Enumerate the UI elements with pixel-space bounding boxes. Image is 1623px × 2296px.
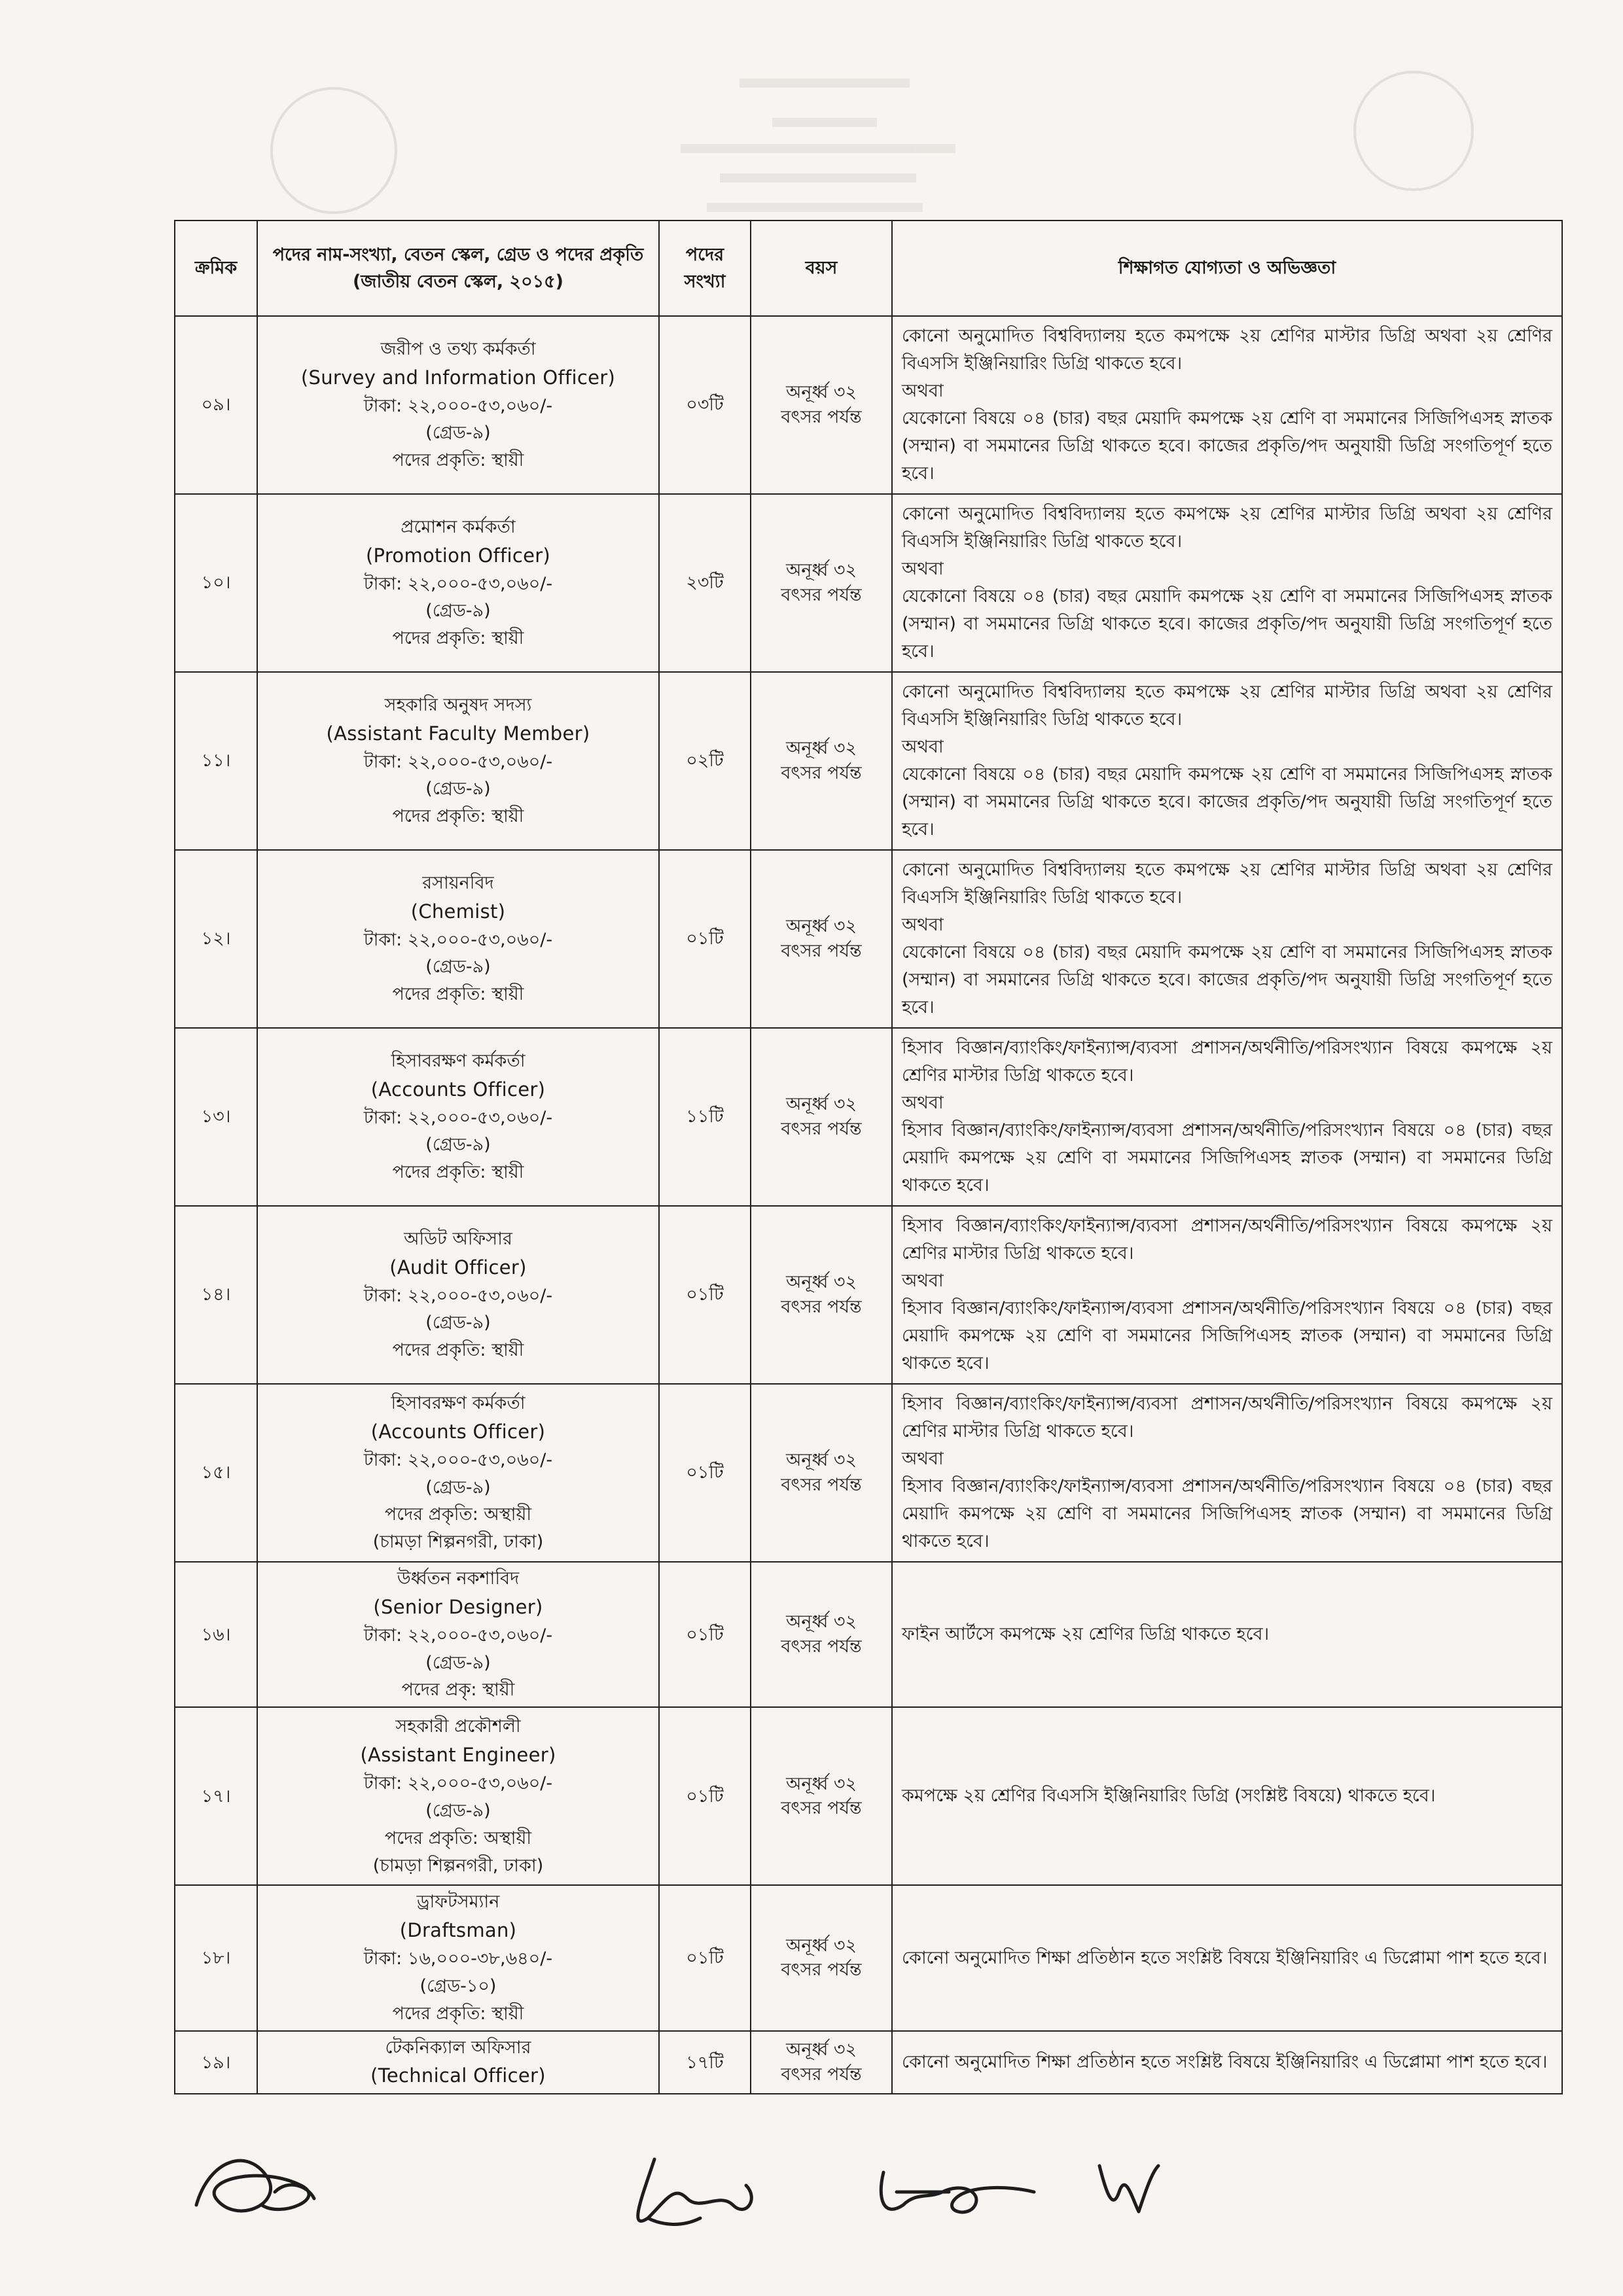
post-name-english: (Assistant Faculty Member): [326, 722, 590, 745]
age-line: বৎসর পর্যন্ত: [781, 1636, 862, 1657]
post-detail-line: অডিট অফিসার: [404, 1228, 512, 1249]
post-detail-line: (চামড়া শিল্পনগরী, ঢাকা): [372, 1532, 544, 1553]
post-detail-line: রসায়নবিদ: [422, 872, 494, 893]
signature-2: [638, 2159, 752, 2224]
age-line: বৎসর পর্যন্ত: [781, 941, 862, 961]
post-detail-line: ড্রাফটসম্যান: [416, 1892, 500, 1913]
post-detail-line: (গ্রেড-৯): [425, 423, 491, 444]
row-post: [257, 1028, 659, 1206]
post-detail-line: টাকা: ২২,০০০-৫৩,০৬০/-: [363, 1285, 553, 1306]
age-line: বৎসর পর্যন্ত: [781, 1297, 862, 1317]
qualification-line: অথবা: [902, 737, 944, 758]
post-detail-line: সহকারী প্রকৌশলী: [395, 1716, 521, 1737]
age-line: অনূর্ধ্ব ৩২: [785, 738, 857, 759]
row-serial: ১৫।: [175, 1384, 257, 1562]
age-line: অনূর্ধ্ব ৩২: [785, 1612, 857, 1633]
header-count: পদের সংখ্যা: [659, 221, 751, 316]
post-name-english: (Audit Officer): [389, 1256, 527, 1279]
row-age: [751, 850, 892, 1028]
age-line: অনূর্ধ্ব ৩২: [785, 1450, 857, 1471]
row-serial: ১৪।: [175, 1206, 257, 1384]
age-line: অনূর্ধ্ব ৩২: [785, 1773, 857, 1794]
age-line: অনূর্ধ্ব ৩২: [785, 382, 857, 403]
post-name-english: (Chemist): [410, 900, 506, 923]
header-age: বয়স: [751, 221, 892, 316]
qualification-line: কোনো অনুমোদিত বিশ্ববিদ্যালয় হতে কমপক্ষে ২য় শ্রেণির মাস্টার ডিগ্রি অথবা ২য় শ্রেণির বিএসসি ইঞ্জিনিয়ারিং ডিগ্রি থাকতে হবে।: [902, 326, 1552, 374]
row-qualification: [892, 1562, 1562, 1707]
row-post-count: ০২টি: [659, 672, 751, 850]
row-age: [751, 316, 892, 494]
row-age: [751, 1384, 892, 1562]
post-detail-line: পদের প্রকৃতি: স্থায়ী: [392, 628, 524, 649]
row-serial: ১১।: [175, 672, 257, 850]
row-post-count: ০১টি: [659, 1206, 751, 1384]
qualification-line: কোনো অনুমোদিত শিক্ষা প্রতিষ্ঠান হতে সংশ্লিষ্ট বিষয়ে ইঞ্জিনিয়ারিং এ ডিপ্লোমা পাশ হতে হবে।: [902, 1947, 1548, 1968]
post-detail-line: টাকা: ২২,০০০-৫৩,০৬০/-: [363, 573, 553, 594]
signature-3: [881, 2172, 1034, 2212]
table-row: [175, 672, 1562, 850]
table-header-row: [175, 221, 1562, 316]
post-detail-line: টাকা: ২২,০০০-৫৩,০৬০/-: [363, 1773, 553, 1794]
age-line: অনূর্ধ্ব ৩২: [785, 560, 857, 581]
row-serial: ১৬।: [175, 1562, 257, 1707]
qualification-line: অথবা: [902, 1093, 944, 1114]
age-line: বৎসর পর্যন্ত: [781, 1119, 862, 1139]
post-detail-line: পদের প্রকৃতি: স্থায়ী: [392, 984, 524, 1005]
row-qualification: [892, 1707, 1562, 1885]
post-detail-line: (গ্রেড-১০): [419, 1975, 497, 1996]
row-qualification: [892, 850, 1562, 1028]
post-detail-line: টাকা: ২২,০০০-৫৩,০৬০/-: [363, 1107, 553, 1128]
post-detail-line: (গ্রেড-৯): [425, 1313, 491, 1333]
age-line: বৎসর পর্যন্ত: [781, 763, 862, 783]
post-detail-line: (গ্রেড-৯): [425, 1135, 491, 1156]
row-post: [257, 1707, 659, 1885]
post-detail-line: টাকা: ২২,০০০-৫৩,০৬০/-: [363, 929, 553, 950]
row-age: [751, 1707, 892, 1885]
row-post: [257, 850, 659, 1028]
qualification-line: কোনো অনুমোদিত বিশ্ববিদ্যালয় হতে কমপক্ষে ২য় শ্রেণির মাস্টার ডিগ্রি অথবা ২য় শ্রেণির বিএসসি ইঞ্জিনিয়ারিং ডিগ্রি থাকতে হবে।: [902, 860, 1552, 908]
table-row: [175, 494, 1562, 672]
row-post-count: ১১টি: [659, 1028, 751, 1206]
signature-4: [1099, 2166, 1158, 2212]
qualification-line: যেকোনো বিষয়ে ০৪ (চার) বছর মেয়াদি কমপক্ষে ২য় শ্রেণি বা সমমানের সিজিপিএসহ স্নাতক (সম্মান) বা সমমানের ডিগ্রি থাকতে হবে। কাজের প্রকৃতি/পদ অনুযায়ী ডিগ্রি সংগতিপূর্ণ হতে হবে।: [902, 764, 1552, 839]
row-post-count: ০১টি: [659, 1885, 751, 2030]
table-row: [175, 1206, 1562, 1384]
row-age: [751, 2031, 892, 2094]
row-post: [257, 672, 659, 850]
age-line: বৎসর পর্যন্ত: [781, 1475, 862, 1495]
row-serial: ১৭।: [175, 1707, 257, 1885]
age-line: বৎসর পর্যন্ত: [781, 585, 862, 605]
age-line: অনূর্ধ্ব ৩২: [785, 916, 857, 937]
qualification-line: অথবা: [902, 559, 944, 580]
age-line: অনূর্ধ্ব ৩২: [785, 1094, 857, 1115]
post-detail-line: টাকা: ২২,০০০-৫৩,০৬০/-: [363, 395, 553, 416]
post-name-english: (Survey and Information Officer): [300, 366, 616, 389]
post-detail-line: টাকা: ১৬,০০০-৩৮,৬৪০/-: [363, 1949, 553, 1969]
row-post: [257, 1206, 659, 1384]
row-age: [751, 1562, 892, 1707]
qualification-line: কোনো অনুমোদিত বিশ্ববিদ্যালয় হতে কমপক্ষে ২য় শ্রেণির মাস্টার ডিগ্রি অথবা ২য় শ্রেণির বিএসসি ইঞ্জিনিয়ারিং ডিগ্রি থাকতে হবে।: [902, 682, 1552, 730]
signature-1: [196, 2161, 314, 2211]
post-name-english: (Draftsman): [399, 1919, 517, 1942]
qualification-line: কোনো অনুমোদিত শিক্ষা প্রতিষ্ঠান হতে সংশ্লিষ্ট বিষয়ে ইঞ্জিনিয়ারিং এ ডিপ্লোমা পাশ হতে হবে।: [902, 2052, 1548, 2073]
row-serial: ১৩।: [175, 1028, 257, 1206]
qualification-line: যেকোনো বিষয়ে ০৪ (চার) বছর মেয়াদি কমপক্ষে ২য় শ্রেণি বা সমমানের সিজিপিএসহ স্নাতক (সম্মান) বা সমমানের ডিগ্রি থাকতে হবে। কাজের প্রকৃতি/পদ অনুযায়ী ডিগ্রি সংগতিপূর্ণ হতে হবে।: [902, 942, 1552, 1017]
post-detail-line: পদের প্রকৃতি: অস্থায়ী: [384, 1828, 532, 1848]
row-post: [257, 1885, 659, 2030]
post-detail-line: সহকারি অনুষদ সদস্য: [384, 694, 532, 715]
age-line: অনূর্ধ্ব ৩২: [785, 1272, 857, 1293]
row-qualification: [892, 672, 1562, 850]
table-row: [175, 1885, 1562, 2030]
header-qualification: শিক্ষাগত যোগ্যতা ও অভিজ্ঞতা: [892, 221, 1562, 316]
age-line: অনূর্ধ্ব ৩২: [785, 1935, 857, 1956]
table-row: [175, 1384, 1562, 1562]
post-detail-line: (গ্রেড-৯): [425, 1800, 491, 1821]
post-name-english: (Accounts Officer): [370, 1420, 546, 1443]
post-name-english: (Accounts Officer): [370, 1078, 546, 1101]
post-detail-line: উর্ধ্বতন নকশাবিদ: [397, 1568, 520, 1589]
row-qualification: [892, 2031, 1562, 2094]
row-serial: ১৮।: [175, 1885, 257, 2030]
qualification-line: হিসাব বিজ্ঞান/ব্যাংকিং/ফাইন্যান্স/ব্যবসা প্রশাসন/অর্থনীতি/পরিসংখ্যান বিষয়ে ০৪ (চার) বছর মেয়াদি কমপক্ষে ২য় শ্রেণি বা সমমানের সিজিপিএসহ স্নাতক (সম্মান) বা সমমানের ডিগ্রি থাকতে হবে।: [902, 1120, 1552, 1195]
post-detail-line: প্রমোশন কর্মকর্তা: [401, 516, 516, 537]
qualification-line: অথবা: [902, 1271, 944, 1292]
post-detail-line: (গ্রেড-৯): [425, 1652, 491, 1673]
row-post: [257, 494, 659, 672]
row-post-count: ০১টি: [659, 1707, 751, 1885]
post-detail-line: (গ্রেড-৯): [425, 957, 491, 978]
row-post-count: ১৭টি: [659, 2031, 751, 2094]
post-detail-line: পদের প্রকৃতি: অস্থায়ী: [384, 1504, 532, 1525]
post-detail-line: পদের প্রকৃতি: স্থায়ী: [392, 806, 524, 827]
row-qualification: [892, 494, 1562, 672]
post-detail-line: (চামড়া শিল্পনগরী, ঢাকা): [372, 1855, 544, 1876]
job-vacancy-table: [174, 220, 1563, 2094]
row-qualification: [892, 1206, 1562, 1384]
row-age: [751, 1885, 892, 2030]
signatures: [0, 2120, 1623, 2251]
row-serial: ০৯।: [175, 316, 257, 494]
row-post-count: ০৩টি: [659, 316, 751, 494]
header-post-scale: (জাতীয় বেতন স্কেল, ২০১৫): [352, 272, 564, 292]
post-detail-line: (গ্রেড-৯): [425, 779, 491, 800]
table-row: [175, 2031, 1562, 2094]
qualification-line: কমপক্ষে ২য় শ্রেণির বিএসসি ইঞ্জিনিয়ারিং ডিগ্রি (সংশ্লিষ্ট বিষয়ে) থাকতে হবে।: [902, 1786, 1436, 1807]
qualification-line: হিসাব বিজ্ঞান/ব্যাংকিং/ফাইন্যান্স/ব্যবসা প্রশাসন/অর্থনীতি/পরিসংখ্যান বিষয়ে কমপক্ষে ২য় শ্রেণির মাস্টার ডিগ্রি থাকতে হবে।: [902, 1038, 1552, 1086]
age-line: বৎসর পর্যন্ত: [781, 407, 862, 427]
post-detail-line: পদের প্রকৃ: স্থায়ী: [401, 1680, 515, 1701]
row-post-count: ২৩টি: [659, 494, 751, 672]
qualification-line: অথবা: [902, 1449, 944, 1470]
age-line: বৎসর পর্যন্ত: [781, 2064, 862, 2085]
qualification-line: যেকোনো বিষয়ে ০৪ (চার) বছর মেয়াদি কমপক্ষে ২য় শ্রেণি বা সমমানের সিজিপিএসহ স্নাতক (সম্মান) বা সমমানের ডিগ্রি থাকতে হবে। কাজের প্রকৃতি/পদ অনুযায়ী ডিগ্রি সংগতিপূর্ণ হতে হবে।: [902, 408, 1552, 484]
post-detail-line: টাকা: ২২,০০০-৫৩,০৬০/-: [363, 1449, 553, 1470]
qualification-line: কোনো অনুমোদিত বিশ্ববিদ্যালয় হতে কমপক্ষে ২য় শ্রেণির মাস্টার ডিগ্রি অথবা ২য় শ্রেণির বিএসসি ইঞ্জিনিয়ারিং ডিগ্রি থাকতে হবে।: [902, 504, 1552, 552]
row-age: [751, 1206, 892, 1384]
row-qualification: [892, 316, 1562, 494]
qualification-line: অথবা: [902, 915, 944, 936]
row-post: [257, 1562, 659, 1707]
row-qualification: [892, 1028, 1562, 1206]
post-name-english: (Promotion Officer): [365, 544, 551, 567]
row-post-count: ০১টি: [659, 1384, 751, 1562]
qualification-line: হিসাব বিজ্ঞান/ব্যাংকিং/ফাইন্যান্স/ব্যবসা প্রশাসন/অর্থনীতি/পরিসংখ্যান বিষয়ে ০৪ (চার) বছর মেয়াদি কমপক্ষে ২য় শ্রেণি বা সমমানের সিজিপিএসহ স্নাতক (সম্মান) বা সমমানের ডিগ্রি থাকতে হবে।: [902, 1476, 1552, 1551]
table-row: [175, 1707, 1562, 1885]
post-detail-line: পদের প্রকৃতি: স্থায়ী: [392, 1340, 524, 1361]
table-row: [175, 1028, 1562, 1206]
row-serial: ১০।: [175, 494, 257, 672]
post-detail-line: পদের প্রকৃতি: স্থায়ী: [392, 2003, 524, 2024]
qualification-line: ফাইন আর্টসে কমপক্ষে ২য় শ্রেণির ডিগ্রি থাকতে হবে।: [902, 1624, 1270, 1645]
table-row: [175, 850, 1562, 1028]
table-row: [175, 1562, 1562, 1707]
row-post: [257, 316, 659, 494]
post-name-english: (Assistant Engineer): [360, 1744, 556, 1767]
post-detail-line: (গ্রেড-৯): [425, 1477, 491, 1498]
post-detail-line: পদের প্রকৃতি: স্থায়ী: [392, 450, 524, 471]
header-serial: ক্রমিক: [175, 221, 257, 316]
age-line: বৎসর পর্যন্ত: [781, 1798, 862, 1819]
row-serial: ১৯।: [175, 2031, 257, 2094]
row-age: [751, 1028, 892, 1206]
header-post-title: পদের নাম-সংখ্যা, বেতন স্কেল, গ্রেড ও পদের প্রকৃতি: [272, 244, 644, 265]
post-detail-line: হিসাবরক্ষণ কর্মকর্তা: [391, 1392, 526, 1413]
qualification-line: যেকোনো বিষয়ে ০৪ (চার) বছর মেয়াদি কমপক্ষে ২য় শ্রেণি বা সমমানের সিজিপিএসহ স্নাতক (সম্মান) বা সমমানের ডিগ্রি থাকতে হবে। কাজের প্রকৃতি/পদ অনুযায়ী ডিগ্রি সংগতিপূর্ণ হতে হবে।: [902, 586, 1552, 662]
row-qualification: [892, 1885, 1562, 2030]
row-post-count: ০১টি: [659, 850, 751, 1028]
age-line: অনূর্ধ্ব ৩২: [785, 2040, 857, 2060]
row-age: [751, 672, 892, 850]
header-post: [257, 221, 659, 316]
qualification-line: হিসাব বিজ্ঞান/ব্যাংকিং/ফাইন্যান্স/ব্যবসা প্রশাসন/অর্থনীতি/পরিসংখ্যান বিষয়ে কমপক্ষে ২য় শ্রেণির মাস্টার ডিগ্রি থাকতে হবে।: [902, 1394, 1552, 1442]
post-detail-line: জরীপ ও তথ্য কর্মকর্তা: [380, 338, 536, 359]
table-body: [175, 316, 1562, 2094]
post-detail-line: টাকা: ২২,০০০-৫৩,০৬০/-: [363, 751, 553, 772]
row-post: [257, 2031, 659, 2094]
row-qualification: [892, 1384, 1562, 1562]
post-detail-line: হিসাবরক্ষণ কর্মকর্তা: [391, 1050, 526, 1071]
age-line: বৎসর পর্যন্ত: [781, 1960, 862, 1981]
post-name-english: (Senior Designer): [373, 1595, 543, 1618]
qualification-line: হিসাব বিজ্ঞান/ব্যাংকিং/ফাইন্যান্স/ব্যবসা প্রশাসন/অর্থনীতি/পরিসংখ্যান বিষয়ে কমপক্ষে ২য় শ্রেণির মাস্টার ডিগ্রি থাকতে হবে।: [902, 1216, 1552, 1264]
post-detail-line: টেকনিক্যাল অফিসার: [385, 2037, 531, 2058]
row-age: [751, 494, 892, 672]
qualification-line: হিসাব বিজ্ঞান/ব্যাংকিং/ফাইন্যান্স/ব্যবসা প্রশাসন/অর্থনীতি/পরিসংখ্যান বিষয়ে ০৪ (চার) বছর মেয়াদি কমপক্ষে ২য় শ্রেণি বা সমমানের সিজিপিএসহ স্নাতক (সম্মান) বা সমমানের ডিগ্রি থাকতে হবে।: [902, 1298, 1552, 1373]
row-post-count: ০১টি: [659, 1562, 751, 1707]
post-detail-line: (গ্রেড-৯): [425, 601, 491, 622]
post-detail-line: পদের প্রকৃতি: স্থায়ী: [392, 1162, 524, 1183]
row-serial: ১২।: [175, 850, 257, 1028]
post-detail-line: টাকা: ২২,০০০-৫৩,০৬০/-: [363, 1625, 553, 1646]
table-row: [175, 316, 1562, 494]
qualification-line: অথবা: [902, 381, 944, 402]
post-name-english: (Technical Officer): [370, 2064, 546, 2087]
row-post: [257, 1384, 659, 1562]
